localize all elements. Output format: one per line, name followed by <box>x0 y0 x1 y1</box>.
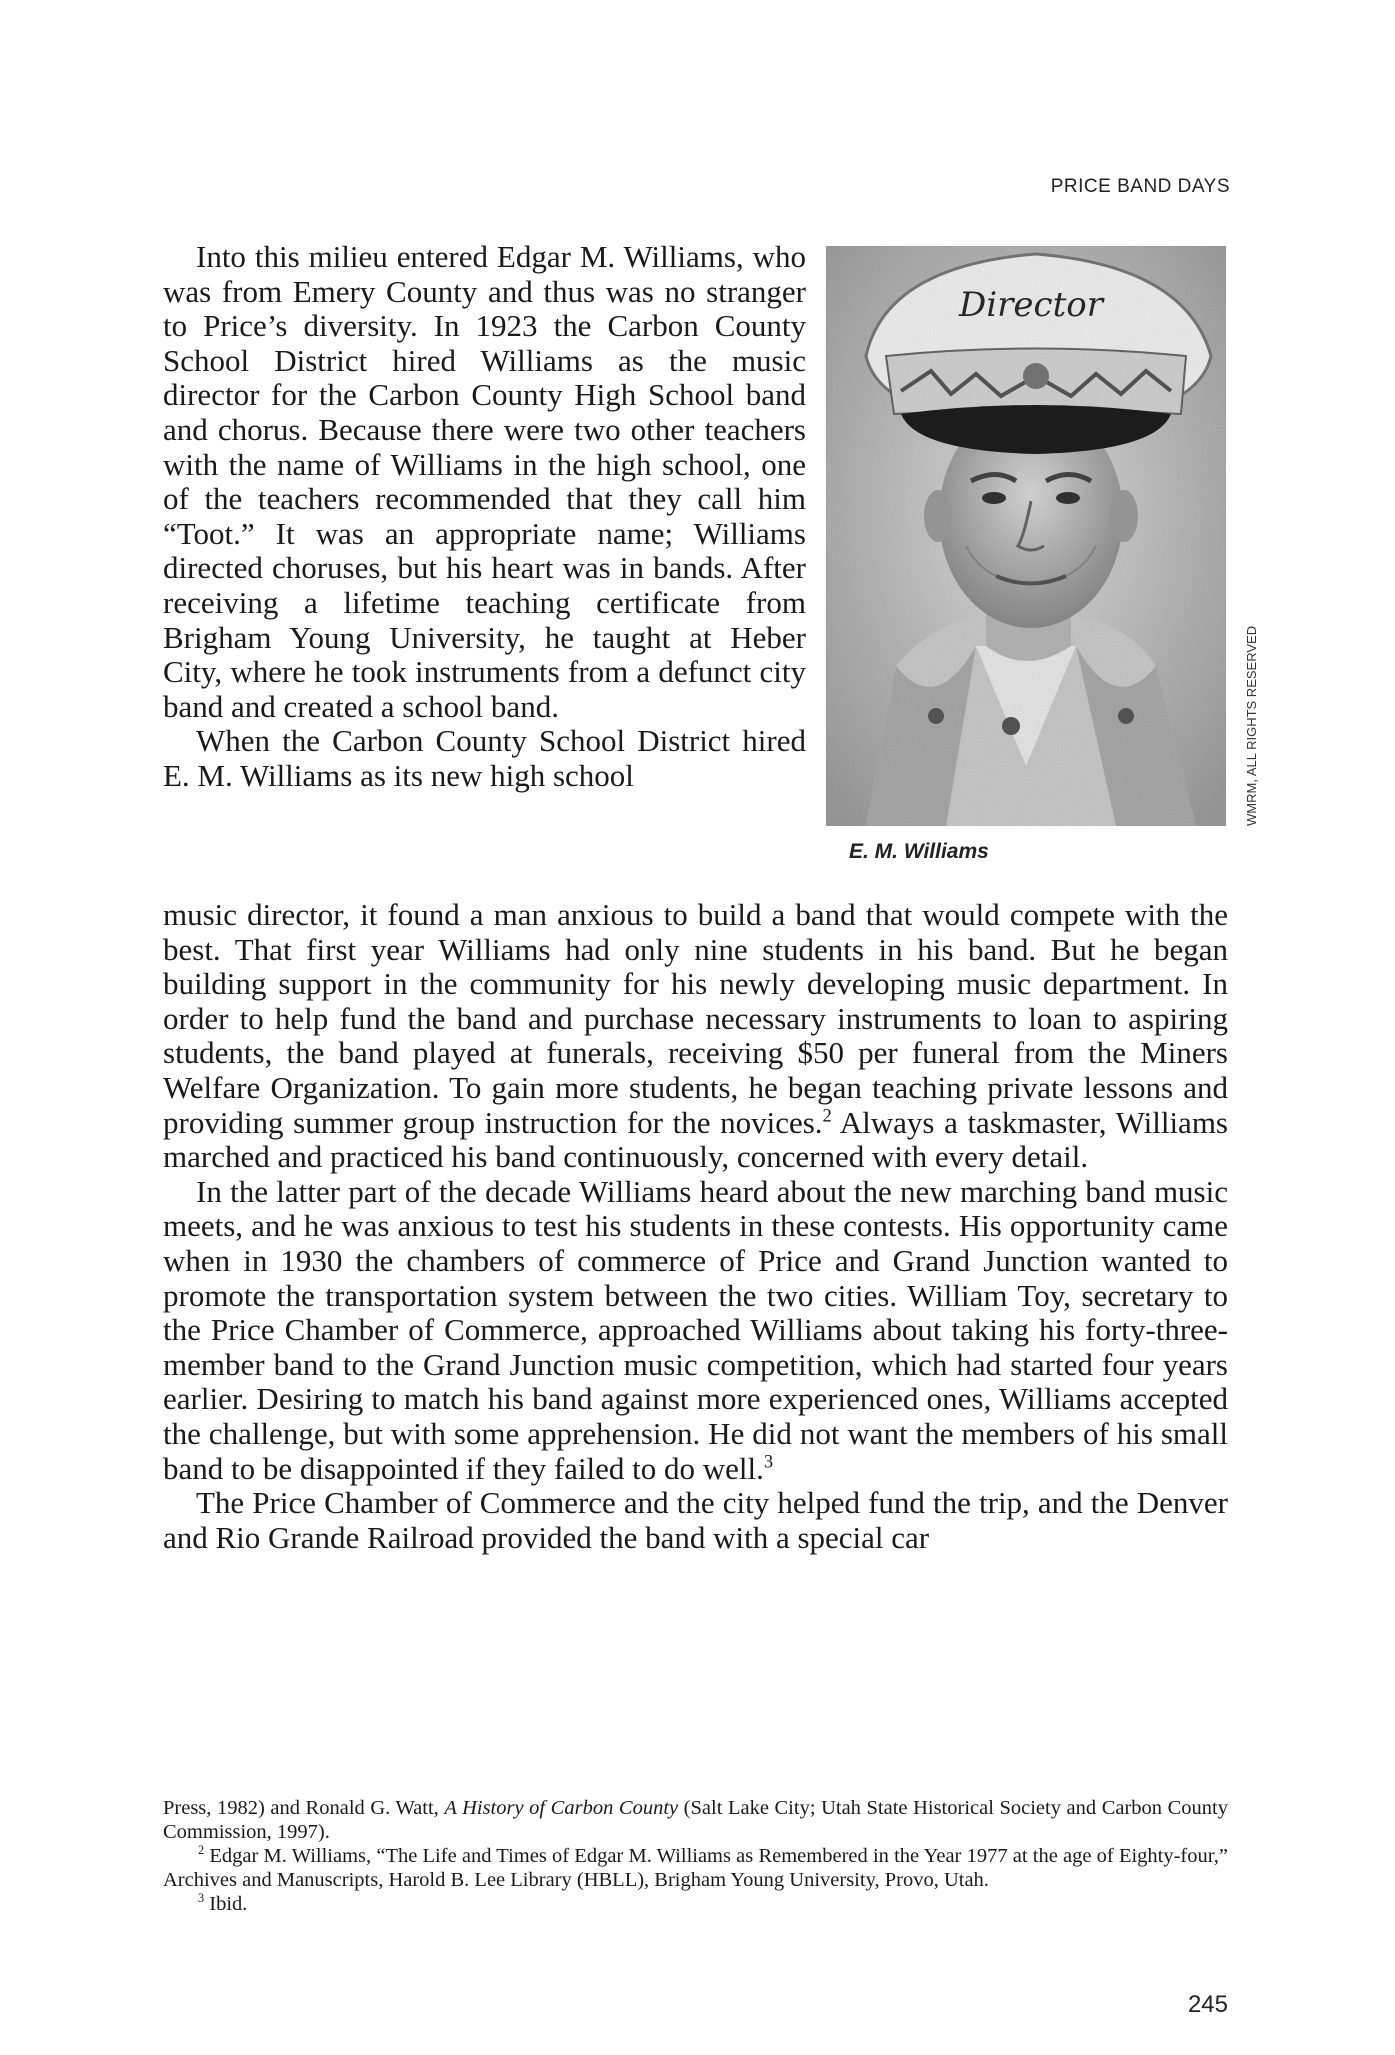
footnote-ref: 2 <box>822 1105 832 1127</box>
full-width-text <box>163 898 1228 1555</box>
paragraph-text: music director, it found a man anxious to build a band that would compete with the best. That first year Williams had only nine students in his band. But he began building support in the community for his newly developing music department. In order to help fund the band and purchase necessary instruments to loan to aspiring students, the band played at funerals, receiving $50 per funeral from the Miners Welfare Organization. To gain more students, he began teaching private lessons and providing summer group instruction for the novices. <box>163 897 1228 1140</box>
portrait-photo-image <box>826 246 1226 826</box>
footnote-number: 3 <box>198 1891 205 1906</box>
footnote-continuation <box>163 1796 1228 1844</box>
photo-credit: WMRM, ALL RIGHTS RESERVED <box>1244 625 1259 826</box>
footnote-text: Edgar M. Williams, “The Life and Times of Edgar M. Williams as Remembered in the Year 1977 at the age of Eighty-four,” Archives and Manuscripts, Harold B. Lee Library (HBLL), Brigham Young University, Provo, Utah. <box>163 1845 1228 1891</box>
footnote-2 <box>163 1844 1228 1892</box>
footnote-text: Press, 1982) and Ronald G. Watt, <box>163 1797 445 1819</box>
paragraph-chamber <box>163 1486 1228 1555</box>
paragraph-intro: Into this milieu entered Edgar M. Williams, who was from Emery County and thus was no stranger to Price’s diversity. In 1923 the Carbon County School District hired Williams as the music director for the Carbon County High School band and chorus. Because there were two other teachers with the name of Williams in the high school, one of the teachers recommended that they call him “Toot.” It was an appropriate name; Williams directed choruses, but his heart was in bands. After receiving a lifetime teaching certificate from Brigham Young University, he taught at Heber City, where he took instruments from a defunct city band and created a school band. <box>163 239 806 724</box>
column-text <box>163 240 806 794</box>
footnotes <box>163 1796 1228 1916</box>
running-head: PRICE BAND DAYS <box>1050 176 1230 197</box>
cap-lettering: Director <box>959 285 1103 325</box>
footnote-ref: 3 <box>763 1451 774 1473</box>
paragraph-text: In the latter part of the decade Williams heard about the new marching band music meets, and he was anxious to test his students in these contests. His opportunity came when in 1930 the chambers of commerce of Price and Grand Junction wanted to promote the transportation system between the two cities. William Toy, secretary to the Price Chamber of Commerce, approached Williams about taking his forty-three-member band to the Grand Junction music competition, which had started four years earlier. Desiring to match his band against more experienced ones, Williams accepted the challenge, but with some apprehension. He did not want the members of his small band to be disappointed if they failed to do well. <box>163 1173 1228 1486</box>
footnote-text: Ibid. <box>204 1893 248 1915</box>
footnote-number: 2 <box>198 1843 205 1858</box>
footnote-text: (Salt Lake City; Utah State Historical Society and Carbon County Commission, 1997). <box>163 1797 1228 1843</box>
paragraph-text: Always a taskmaster, Williams marched and practiced his band continuously, concerned with every detail. <box>163 1104 1228 1175</box>
photo-caption: E. M. Williams <box>849 840 989 863</box>
footnote-title: A History of Carbon County <box>444 1797 679 1819</box>
paragraph-hired-start: When the Carbon County School District hired E. M. Williams as its new high school <box>163 723 806 793</box>
paragraph-decade <box>163 1175 1228 1486</box>
page-number: 245 <box>1187 1991 1228 2018</box>
footnote-3 <box>163 1892 1228 1916</box>
paragraph-music-director <box>163 898 1228 1175</box>
paragraph-text: The Price Chamber of Commerce and the city helped fund the trip, and the Denver and Rio Grande Railroad provided the band with a special car <box>163 1485 1228 1555</box>
portrait-photo <box>826 246 1226 826</box>
